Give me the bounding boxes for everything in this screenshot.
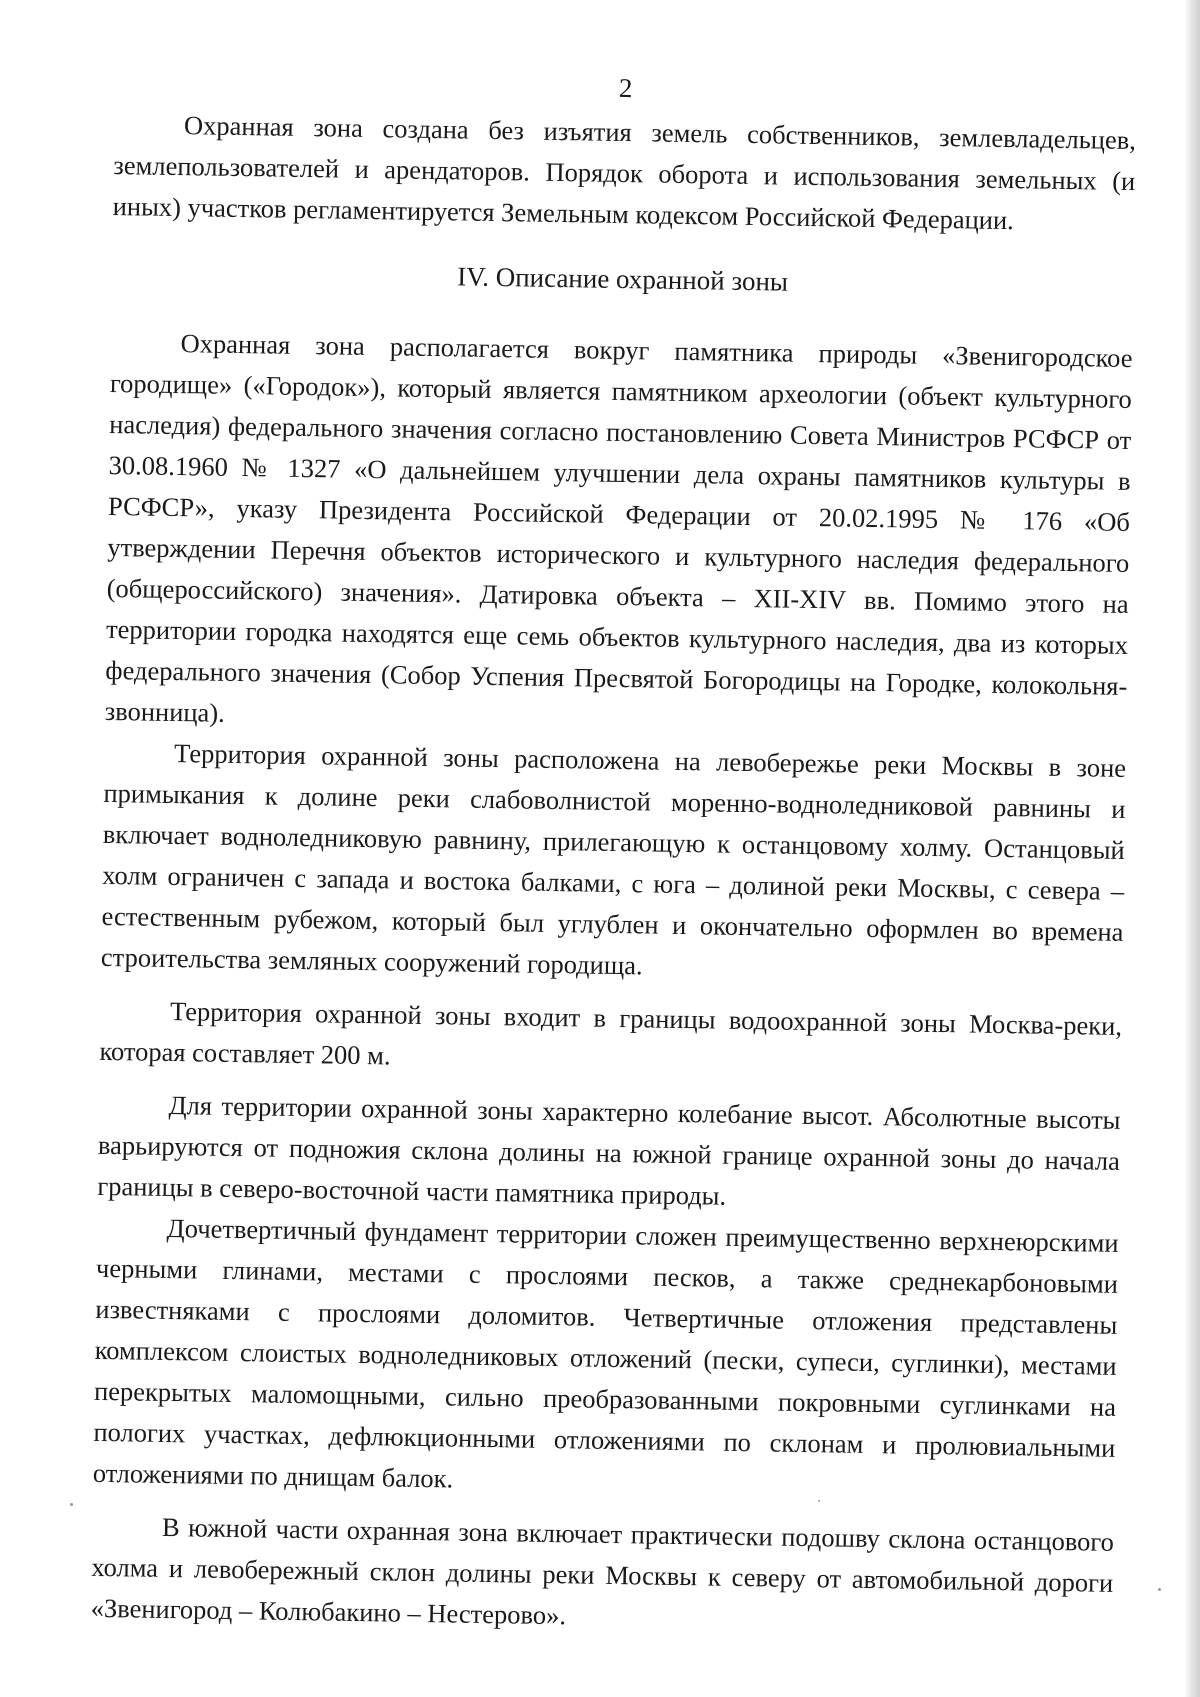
- intro-paragraph: Охранная зона создана без изъятия земель собственников, землевладельцев, землепользователей и арендаторов. Порядок оборота и использования земельных (и иных) участков регламентируется Земельным кодексом Российской Федерации.: [112, 110, 1137, 236]
- section-paragraph-1: Охранная зона располагается вокруг памятника природы «Звенигородское городище» («Городок»), который является памятником археологии (объект культурного наследия) федерального значения согласно постановлению Совета Министров РСФСР от 30.08.1960 № 1327 «О дальнейшем улучшении дела охраны памятников культуры в РСФСР», указу Президента Российской Федерации от 20.02.1995 № 176 «Об утверждении Перечня объектов исторического и культурного наследия федерального (общероссийского) значения». Датировка объекта – XII-XIV вв. Помимо этого на территории городка находятся еще семь объектов культурного наследия, два из которых федерального значения (Собор Успения Пресвятой Богородицы на Городке, колокольня-звонница).: [104, 328, 1133, 728]
- section-paragraph-4: Для территории охранной зоны характерно колебание высот. Абсолютные высоты варьируются от подножия склона долины на южной границе охранной зоны до начала границы в северо-восточной части памятника природы.: [97, 1089, 1121, 1211]
- scan-speck: [1158, 1588, 1161, 1591]
- page-content: [90, 62, 1136, 1645]
- page-number: 2: [618, 72, 633, 104]
- section-paragraph-5: Дочетвертичный фундамент территории сложен преимущественно верхнеюрскими черными глинами, местами с прослоями песков, а также среднекарбоновыми известняками с прослоями доломитов. Четвертичные отложения представлены комплексом слоистых водноледниковых отложений (пески, супеси, суглинки), местами перекрытых маломощными, сильно преобразованными покровными суглинками на пологих участках, дефлюкционными отложениями по склонам и пролювиальными отложениями по днищам балок.: [92, 1212, 1119, 1494]
- section-paragraph-3: Территория охранной зоны входит в границы водоохранной зоны Москва-реки, которая составляет 200 м.: [99, 995, 1123, 1071]
- section-paragraph-6: В южной части охранная зона включает практически подошву склона останцового холма и левобережный склон долины реки Москвы к северу от автомобильной дороги «Звенигород – Колюбакино – Нестерово».: [90, 1511, 1115, 1631]
- scan-edge-shadow: [1184, 0, 1200, 1697]
- section-title: IV. Описание охранной зоны: [457, 261, 789, 297]
- scan-speck: [818, 1500, 820, 1502]
- scan-speck: [70, 1503, 73, 1506]
- section-paragraph-2: Территория охранной зоны расположена на левобережье реки Москвы в зоне примыкания к долине реки слабоволнистой моренно-водноледниковой равнины и включает водноледниковую равнину, прилегающую к останцовому холму. Останцовый холм ограничен с запада и востока балками, с юга – долиной реки Москвы, с севера – естественным рубежом, который был углублен и окончательно оформлен во времена строительства земляных сооружений городища.: [100, 738, 1127, 981]
